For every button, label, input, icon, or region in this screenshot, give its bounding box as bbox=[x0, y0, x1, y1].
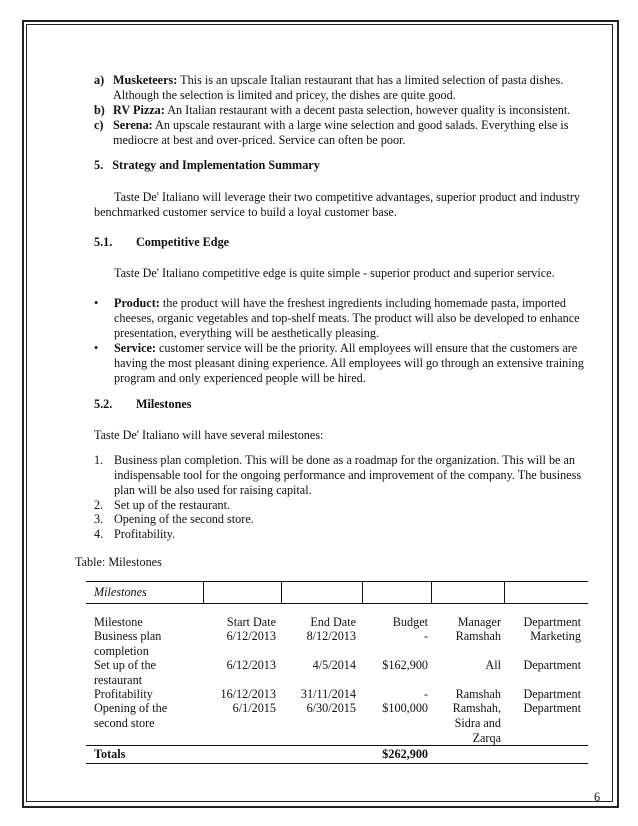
section-5-1-heading: 5.1. Competitive Edge bbox=[94, 235, 230, 249]
page-number: 6 bbox=[594, 790, 601, 804]
bullet-service: • Service: customer service will be the priority. All employees will ensure that the customers are having the most pleasant dining experience. All employees will go through an extensive training program and only experienced people will be hired. bbox=[94, 341, 584, 385]
table-row-3-milestone: Profitability bbox=[94, 687, 153, 701]
table-row-2-manager: All bbox=[485, 658, 501, 672]
bullet-icon: • bbox=[94, 341, 99, 355]
competitor-item-b: b) RV Pizza: An Italian restaurant with a decent pasta selection, however quality is inconsistent. bbox=[94, 103, 571, 117]
table-row-4-milestone: Opening of the second store bbox=[94, 701, 168, 730]
milestones-table bbox=[86, 581, 588, 766]
header-manager: Manager bbox=[457, 615, 501, 629]
table-row-2-dept: Department bbox=[523, 658, 581, 672]
competitor-item-a: a) Musketeers: This is an upscale Italian restaurant that has a limited selection of pasta dishes. Although the selection is limited and pricey, the dishes are quite good. bbox=[94, 73, 564, 102]
table-row-2-end: 4/5/2014 bbox=[312, 658, 356, 672]
table-row-4-start: 6/1/2015 bbox=[232, 701, 276, 715]
table-row-4-end: 6/30/2015 bbox=[306, 701, 356, 715]
milestone-list-item-1: 1. Business plan completion. This will be done as a roadmap for the organization. This will be an indispensable tool for the ongoing performance and improvement of the company. The business plan will be also used for raising capital. bbox=[94, 453, 582, 497]
header-budget: Budget bbox=[392, 615, 428, 629]
bullet-icon: • bbox=[94, 296, 99, 310]
table-title-divider bbox=[281, 581, 282, 603]
table-row-1-manager: Ramshah bbox=[455, 629, 501, 643]
section-5-2-paragraph: Taste De' Italiano will have several milestones: bbox=[94, 428, 324, 442]
header-start-date: Start Date bbox=[226, 615, 276, 629]
table-row-1-end: 8/12/2013 bbox=[306, 629, 356, 643]
header-milestone: Milestone bbox=[94, 615, 143, 629]
table-row-3-start: 16/12/2013 bbox=[220, 687, 276, 701]
table-row-1-start: 6/12/2013 bbox=[226, 629, 276, 643]
table-caption: Table: Milestones bbox=[75, 555, 162, 569]
milestone-list-item-4: 4. Profitability. bbox=[94, 527, 176, 541]
table-row-4-manager: Ramshah, Sidra and Zarqa bbox=[452, 701, 501, 745]
competitor-item-c: c) Serena: An upscale restaurant with a large wine selection and good salads. Everything else is mediocre at best and over-priced. Service can often be poor. bbox=[94, 118, 569, 147]
table-row-3-manager: Ramshah bbox=[455, 687, 501, 701]
table-row-1-dept: Marketing bbox=[530, 629, 581, 643]
table-top-rule bbox=[86, 581, 588, 582]
table-row-2-start: 6/12/2013 bbox=[226, 658, 276, 672]
milestone-list-item-3: 3. Opening of the second store. bbox=[94, 512, 254, 526]
section-5-paragraph: Taste De' Italiano will leverage their two competitive advantages, superior product and industry benchmarked customer service to build a loyal customer base. bbox=[94, 190, 581, 219]
table-title-divider bbox=[431, 581, 432, 603]
table-title-rule bbox=[86, 603, 588, 604]
table-row-2-milestone: Set up of the restaurant bbox=[94, 658, 156, 687]
table-row-3-budget: - bbox=[423, 687, 428, 701]
table-row-4-budget: $100,000 bbox=[382, 701, 428, 715]
section-5-heading: 5. Strategy and Implementation Summary bbox=[94, 158, 320, 172]
table-title-divider bbox=[203, 581, 204, 603]
totals-budget: $262,900 bbox=[382, 747, 428, 761]
section-5-2-heading: 5.2. Milestones bbox=[94, 397, 192, 411]
table-row-1-milestone: Business plan completion bbox=[94, 629, 162, 658]
table-title: Milestones bbox=[94, 585, 147, 599]
table-title-divider bbox=[504, 581, 505, 603]
table-totals-rule bbox=[86, 745, 588, 746]
table-row-3-end: 31/11/2014 bbox=[300, 687, 356, 701]
bullet-product: • Product: the product will have the freshest ingredients including homemade pasta, imported cheeses, organic vegetables and top-shelf meats. The product will also be developed to enhance presentation, everything will be aesthetically pleasing. bbox=[94, 296, 580, 340]
table-title-divider bbox=[362, 581, 363, 603]
table-bottom-rule bbox=[86, 763, 588, 764]
header-department: Department bbox=[523, 615, 581, 629]
header-end-date: End Date bbox=[310, 615, 356, 629]
totals-label: Totals bbox=[94, 747, 126, 761]
section-5-1-paragraph: Taste De' Italiano competitive edge is quite simple - superior product and superior service. bbox=[114, 266, 555, 280]
table-row-3-dept: Department bbox=[523, 687, 581, 701]
table-row-4-dept: Department bbox=[523, 701, 581, 715]
table-row-1-budget: - bbox=[423, 629, 428, 643]
table-row-2-budget: $162,900 bbox=[382, 658, 428, 672]
milestone-list-item-2: 2. Set up of the restaurant. bbox=[94, 498, 231, 512]
